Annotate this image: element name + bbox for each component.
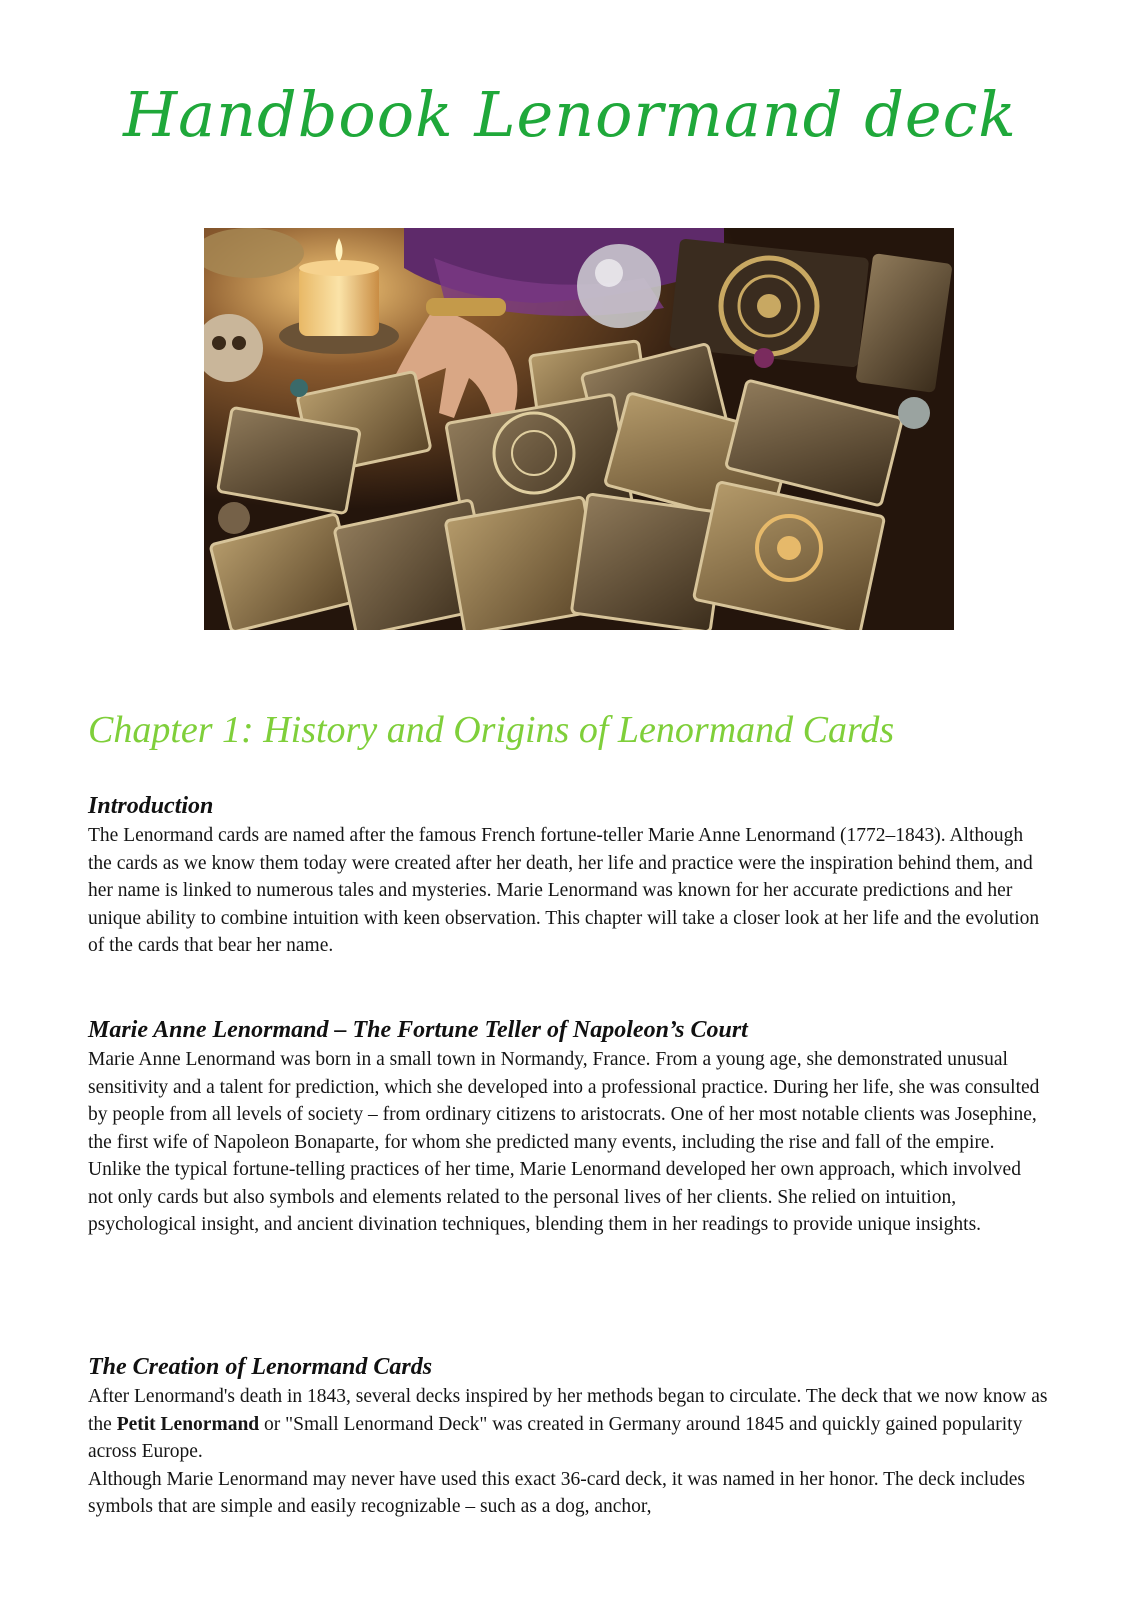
section-heading: Marie Anne Lenormand – The Fortune Teller of Napoleon’s Court: [88, 1017, 748, 1043]
chapter-title: Chapter 1: History and Origins of Lenormand Cards: [88, 709, 895, 751]
paragraph-bold-text: Petit Lenormand: [116, 1413, 260, 1435]
tarot-cards-illustration: [204, 228, 954, 630]
section-paragraph: [88, 1383, 1048, 1466]
section-heading: The Creation of Lenormand Cards: [88, 1354, 433, 1380]
section-heading: Introduction: [88, 793, 214, 819]
hero-image: [204, 228, 954, 630]
paragraph-text: or "Small Lenormand Deck" was created in Germany around 1845 and quickly gained popularity across Europe.: [88, 1413, 1023, 1462]
section-marie-anne-lenormand: [88, 1017, 1048, 1239]
section-paragraph: Although Marie Lenormand may never have used this exact 36-card deck, it was named in her honor. The deck includes symbols that are simple and easily recognizable – such as a dog, anchor,: [88, 1468, 1025, 1517]
paragraph-text: After Lenormand's death in 1843, several decks inspired by her methods began to circulate. The deck that we now know as the: [88, 1386, 1048, 1435]
section-paragraph: The Lenormand cards are named after the famous French fortune-teller Marie Anne Lenormand (1772–1843). Although the cards as we know them today were created after her death, her life and practice were the inspiration behind them, and her name is linked to numerous tales and mysteries. Marie Lenormand was known for her accurate predictions and her unique ability to combine intuition with keen observation. This chapter will take a closer look at her life and the evolution of the cards that bear her name.: [88, 825, 1040, 956]
document-title: Handbook Lenormand deck: [123, 78, 1017, 151]
section-paragraph: Marie Anne Lenormand was born in a small town in Normandy, France. From a young age, she demonstrated unusual sensitivity and a talent for prediction, which she developed into a professional practice. During her life, she was consulted by people from all levels of society – from ordinary citizens to aristocrats. One of her most notable clients was Josephine, the first wife of Napoleon Bonaparte, for whom she predicted many events, including the rise and fall of the empire. Unlike the typical fortune-telling practices of her time, Marie Lenormand developed her own approach, which involved not only cards but also symbols and elements related to the personal lives of her clients. She relied on intuition, psychological insight, and ancient divination techniques, blending them in her readings to provide unique insights.: [88, 1049, 1040, 1235]
section-introduction: [88, 793, 1048, 960]
section-creation-of-lenormand-cards: [88, 1354, 1048, 1521]
